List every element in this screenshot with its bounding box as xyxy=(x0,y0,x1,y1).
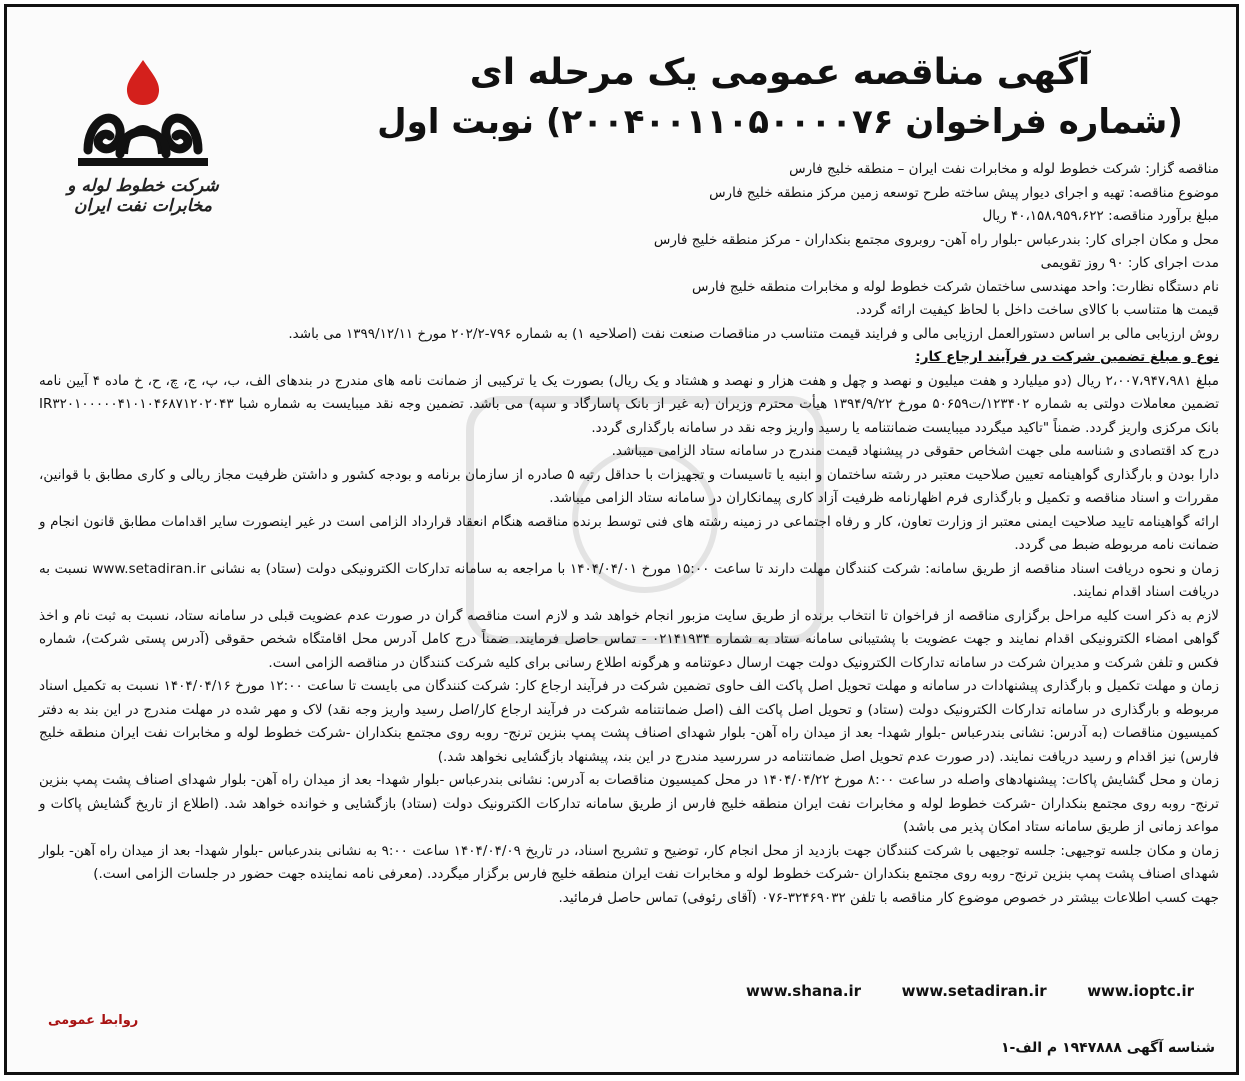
safety-certificate-note: ارائه گواهینامه تایید صلاحیت ایمنی معتبر از وزارت تعاون، کار و رفاه اجتماعی در زمینه رشته های فنی توسط برنده مناقصه هنگام انعقاد قرارداد الزامی است در غیر اینصورت سایر اقدامات مطابق قانون انجام و ضمانت نامه مربوطه ضبط می گردد. xyxy=(39,513,1219,553)
guarantee-amount: مبلغ ۲،۰۰۷،۹۴۷،۹۸۱ ریال (دو میلیارد و هفت میلیون و نهصد و چهل و هفت هزار و نهصد و هشتاد و یک ریال) بصورت یک یا ترکیبی از ضمانت نامه های مندرج در بندهای الف، ب، پ، ج، چ، ح، خ ماده ۴ آیین نامه تضمین معاملات دولتی به شماره ۱۲۳۴۰۲/ت۵۰۶۵۹ مورخ ۱۳۹۴/۹/۲۲ هیأت محترم وزیران (به غیر از بانک پاسارگاد و سپه) می باشد. تضمین وجه نقد میبایست به شماره شبا IR۳۲۰۱۰۰۰۰۰۴۱۰۱۰۴۶۸۷۱۲۰۲۰۴۳ بانک مرکزی واریز گردد. ضمناً "تاکید میگردد میبایست ضمانتنامه یا رسید واریز وجه نقد در سامانه بارگذاری گردد. xyxy=(39,372,1219,436)
supervisor-name: نام دستگاه نظارت: واحد مهندسی ساختمان شرکت خطوط لوله و مخابرات منطقه خلیج فارس xyxy=(692,278,1219,295)
guarantee-header: نوع و مبلغ تضمین شرکت در فرآیند ارجاع کار: xyxy=(915,349,1219,365)
logo-org-name: شرکت خطوط لوله و مخابرات نفت ایران xyxy=(67,176,219,216)
title-line-1: آگهی مناقصه عمومی یک مرحله ای xyxy=(469,52,1091,93)
opening-time: زمان و محل گشایش پاکات: پیشنهادهای واصله در ساعت ۸:۰۰ مورخ ۱۴۰۴/۰۴/۲۲ در محل کمیسیون مناقصات به آدرس: نشانی بندرعباس -بلوار شهدا- بعد از میدان راه آهن- بلوار شهدای اصناف پشت پمپ بنزین ترنج- روبه روی مجتمع بنکداران -شرکت خطوط لوله و مخابرات نفت ایران منطقه خلیج فارس از طریق سامانه تدارکات الکترونیک دولت (ستاد) بازگشایی و خوانده خواهد شد. (اطلاع از تاریخ گشایش پاکات و مواعد زمانی از طریق سامانه ستاد امکان پذیر می باشد) xyxy=(39,772,1219,835)
price-note: قیمت ها متناسب با کالای ساخت داخل با لحاظ کیفیت ارائه گردد. xyxy=(855,302,1219,318)
evaluation-method: روش ارزیابی مالی بر اساس دستورالعمل ارزیابی مالی و فرایند قیمت متناسب در مناقصات صنعت نفت (اصلاحیه ۱) به شماره ۷۹۶-۲۰۲/۲ مورخ ۱۳۹۹/۱۲/۱۱ می باشد. xyxy=(288,325,1219,342)
website-ioptc-link[interactable]: www.ioptc.ir xyxy=(1087,982,1194,1000)
economic-code-note: درج کد اقتصادی و شناسه ملی جهت اشخاص حقوقی در پیشنهاد قیمت مندرج در سامانه ستاد الزامی میباشد. xyxy=(611,443,1219,459)
public-relations-label: روابط عمومی xyxy=(48,1013,139,1028)
work-duration: مدت اجرای کار: ۹۰ روز تقویمی xyxy=(1040,255,1219,271)
submission-deadline: زمان و مهلت تکمیل و بارگذاری پیشنهادات در سامانه و مهلت تحویل اصل پاکت الف حاوی تضمین شرکت در فرآیند ارجاع کار: شرکت کنندگان می بایست تا ساعت ۱۲:۰۰ مورخ ۱۴۰۴/۰۴/۱۶ نسبت به تکمیل اسناد مربوطه و بارگذاری در سامانه تدارکات الکترونیک دولت (ستاد) و تحویل اصل پاکت الف (اصل ضمانتنامه شرکت در فرآیند ارجاع کار/اصل رسید واریز وجه نقد) لاک و مهر شده در مهلت مندرج در این بند به دفتر کمیسیون مناقصات (به آدرس: نشانی بندرعباس -بلوار شهدا- بعد از میدان راه آهن- بلوار شهدای اصناف پشت پمپ بنزین ترنج- روبه روی مجتمع بنکداران -شرکت خطوط لوله و مخابرات نفت ایران منطقه خلیج فارس) نیز اقدام و رسید دریافت نمایند. (در صورت عدم تحویل اصل ضمانتنامه در سررسید مندرج در این بند، پیشنهاد بازگشایی نخواهد شد.) xyxy=(39,678,1219,765)
work-location: محل و مکان اجرای کار: بندرعباس -بلوار راه آهن- روبروی مجتمع بنکداران - مرکز منطقه خلیج فارس xyxy=(653,231,1219,248)
registration-note: لازم به ذکر است کلیه مراحل برگزاری مناقصه از فراخوان تا انتخاب برنده از طریق سایت مزبور انجام خواهد شد و لازم است مناقصه گران در صورت عدم عضویت قبلی در سامانه ستاد، نسبت به ثبت نام و اخذ گواهی امضاء الکترونیکی اقدام نمایند و جهت عضویت با پشتیبانی سامانه ستاد به شماره ۰۲۱۴۱۹۳۴ - تماس حاصل فرمایند. ضمناً درج کامل آدرس محل اقامتگاه شخص حقوقی (آدرس پستی شرکت)، شماره فکس و تلفن شرکت و مدیران شرکت در سامانه تدارکات الکترونیک دولت جهت ارسال دعوتنامه و هرگونه اطلاع رسانی برای کلیه شرکت کنندگان در مناقصه الزامی است. xyxy=(39,607,1220,671)
contact-info: جهت کسب اطلاعات بیشتر در خصوص موضوع کار مناقصه با تلفن ۳۲۴۶۹۰۳۲-۰۷۶ (آقای رئوفی) تماس حاصل فرمائید. xyxy=(558,889,1219,906)
tender-estimate: مبلغ برآورد مناقصه: ۴۰،۱۵۸،۹۵۹،۶۲۲ ریال xyxy=(982,208,1219,224)
tender-subject: موضوع مناقصه: تهیه و اجرای دیوار پیش ساخته طرح توسعه زمین مرکز منطقه خلیج فارس xyxy=(709,184,1219,201)
website-shana-link[interactable]: www.shana.ir xyxy=(746,982,862,1000)
website-links xyxy=(740,982,1200,1000)
title-line-2: (شماره فراخوان ۲۰۰۴۰۰۱۱۰۵۰۰۰۰۷۶) نوبت اول xyxy=(377,102,1183,142)
notice-body xyxy=(39,158,1219,910)
website-setadiran-link[interactable]: www.setadiran.ir xyxy=(901,982,1047,1000)
briefing-session: زمان و مکان جلسه توجیهی: جلسه توجیهی با شرکت کنندگان جهت بازدید از محل انجام کار، توضیح و تشریح اسناد، در تاریخ ۱۴۰۴/۰۴/۰۹ ساعت ۹:۰۰ به نشانی بندرعباس -بلوار شهدا- بعد از میدان راه آهن- بلوار شهدای اصناف پشت پمپ بنزین ترنج- روبه روی مجتمع بنکداران -شرکت خطوط لوله و مخابرات نفت ایران منطقه خلیج فارس برگزار میگردد. (معرفی نامه نماینده جهت حضور در جلسات الزامی است.) xyxy=(39,842,1219,882)
ad-identifier: شناسه آگهی ۱۹۴۷۸۸۸ م الف-۱ xyxy=(1000,1040,1215,1056)
notice-title xyxy=(360,50,1200,144)
tender-organizer: مناقصه گزار: شرکت خطوط لوله و مخابرات نفت ایران – منطقه خلیج فارس xyxy=(789,161,1219,177)
document-receipt: زمان و نحوه دریافت اسناد مناقصه از طریق سامانه: شرکت کنندگان مهلت دارند تا ساعت ۱۵:۰۰ مورخ ۱۴۰۴/۰۴/۰۱ با مراجعه به سامانه تدارکات الکترونیکی دولت (ستاد) به نشانی www.setadiran.ir نسبت به دریافت اسناد اقدام نمایند. xyxy=(39,560,1219,600)
qualification-note: دارا بودن و بارگذاری گواهینامه تعیین صلاحیت معتبر در رشته ساختمان و ابنیه یا تاسیسات و تجهیزات با حداقل رتبه ۵ صادره از سازمان برنامه و بودجه کشور و داشتن ظرفیت مجاز ریالی و کاری مطابق با قوانین، مقررات و اسناد مناقصه و تکمیل و بارگذاری فرم اظهارنامه ظرفیت آزاد کاری پیمانکاران در سامانه ستاد الزامی میباشد. xyxy=(39,466,1219,506)
